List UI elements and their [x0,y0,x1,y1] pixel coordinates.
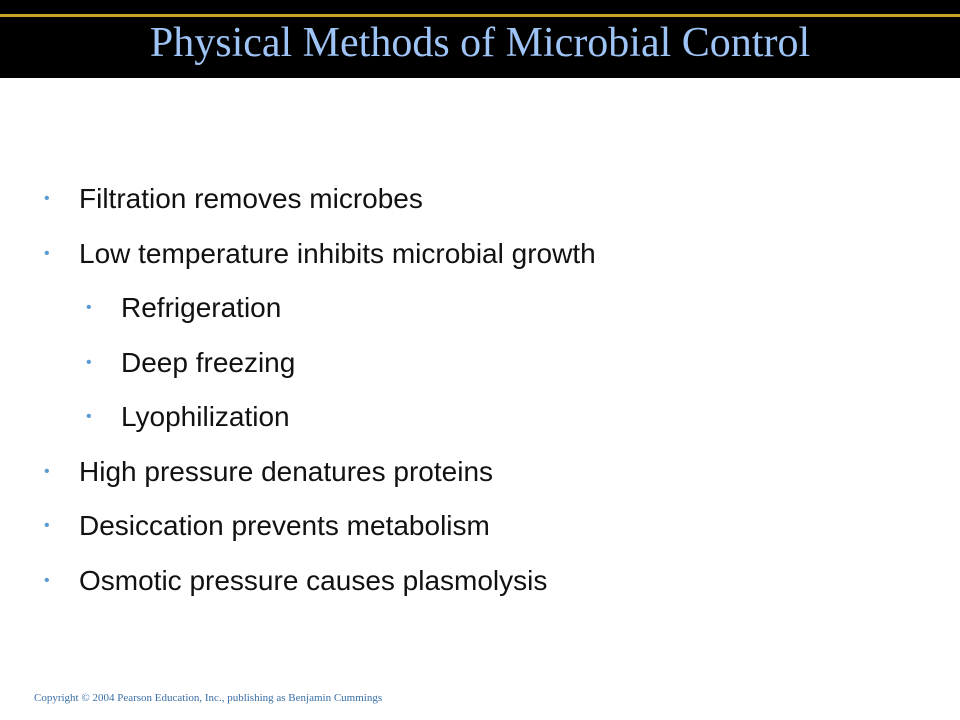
bullet-text: Filtration removes microbes [79,183,423,214]
bullet-text: Deep freezing [121,346,296,378]
bullet-icon: • [86,299,92,316]
bullet-text: Low temperature inhibits microbial growth [79,237,596,269]
bullet-icon: • [44,517,50,534]
bullet-icon: • [86,408,92,425]
bullet-text: High pressure denatures proteins [79,455,494,487]
sub-bullet-item [0,390,960,445]
bullet-item [0,445,960,500]
bullet-list [0,172,960,608]
bullet-icon: • [44,190,50,207]
bullet-item [0,172,960,227]
bullet-item [0,227,960,282]
bullet-icon: • [44,244,50,262]
bullet-item [0,554,960,609]
bullet-icon: • [44,571,50,589]
bullet-item [0,499,960,554]
bullet-text: Desiccation prevents metabolism [79,510,490,541]
bullet-icon: • [44,462,50,480]
bullet-text: Osmotic pressure causes plasmolysis [79,564,548,596]
bullet-icon: • [86,353,92,371]
bullet-text: Lyophilization [121,401,290,432]
slide-title: Physical Methods of Microbial Control [149,20,811,66]
copyright-notice: Copyright © 2004 Pearson Education, Inc., publishing as Benjamin Cummings [34,692,383,704]
sub-bullet-item [0,336,960,391]
title-bar [0,0,960,78]
bullet-text: Refrigeration [121,292,282,323]
sub-bullet-item [0,281,960,336]
